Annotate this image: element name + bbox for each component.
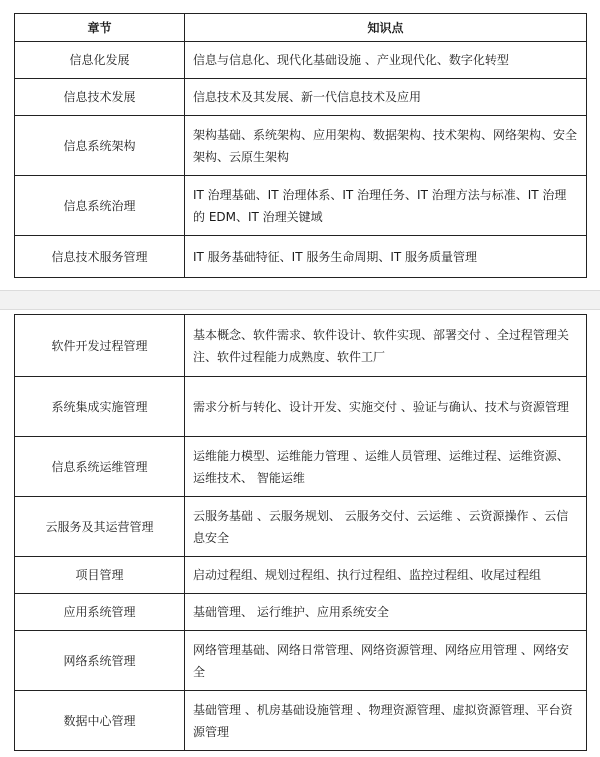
knowledge-cell: 启动过程组、规划过程组、执行过程组、监控过程组、收尾过程组 (185, 557, 587, 594)
knowledge-table-1 (14, 13, 587, 278)
table-row (15, 79, 587, 116)
page-break (0, 290, 600, 310)
knowledge-cell: 信息技术及其发展、新一代信息技术及应用 (185, 79, 587, 116)
table-row (15, 315, 587, 377)
knowledge-cell: 需求分析与转化、设计开发、实施交付 、验证与确认、技术与资源管理 (185, 377, 587, 437)
chapter-cell: 信息系统治理 (15, 176, 185, 236)
knowledge-cell: IT 服务基础特征、IT 服务生命周期、IT 服务质量管理 (185, 236, 587, 278)
knowledge-cell: 运维能力模型、运维能力管理 、运维人员管理、运维过程、运维资源、运维技术、 智能运维 (185, 437, 587, 497)
header-chapter: 章节 (15, 14, 185, 42)
chapter-cell: 信息系统运维管理 (15, 437, 185, 497)
chapter-cell: 系统集成实施管理 (15, 377, 185, 437)
knowledge-cell: 基础管理 、机房基础设施管理 、物理资源管理、虚拟资源管理、平台资源管理 (185, 691, 587, 751)
knowledge-cell: IT 治理基础、IT 治理体系、IT 治理任务、IT 治理方法与标准、IT 治理的 EDM、IT 治理关键域 (185, 176, 587, 236)
knowledge-table-2 (14, 314, 587, 751)
table-row (15, 557, 587, 594)
header-knowledge: 知识点 (185, 14, 587, 42)
chapter-cell: 信息系统架构 (15, 116, 185, 176)
table-row (15, 176, 587, 236)
table-row (15, 116, 587, 176)
table-row (15, 42, 587, 79)
table-row (15, 497, 587, 557)
knowledge-cell: 基本概念、软件需求、软件设计、软件实现、部署交付 、全过程管理关注、软件过程能力成熟度、软件工厂 (185, 315, 587, 377)
chapter-cell: 应用系统管理 (15, 594, 185, 631)
knowledge-cell: 基础管理、 运行维护、应用系统安全 (185, 594, 587, 631)
chapter-cell: 软件开发过程管理 (15, 315, 185, 377)
chapter-cell: 项目管理 (15, 557, 185, 594)
chapter-cell: 云服务及其运营管理 (15, 497, 185, 557)
knowledge-cell: 云服务基础 、云服务规划、 云服务交付、云运维 、云资源操作 、云信息安全 (185, 497, 587, 557)
table-row (15, 691, 587, 751)
table-row (15, 631, 587, 691)
knowledge-cell: 架构基础、系统架构、应用架构、数据架构、技术架构、网络架构、安全架构、云原生架构 (185, 116, 587, 176)
chapter-cell: 信息化发展 (15, 42, 185, 79)
table-header-row (15, 14, 587, 42)
table-row (15, 236, 587, 278)
chapter-cell: 网络系统管理 (15, 631, 185, 691)
table-row (15, 594, 587, 631)
table-row (15, 377, 587, 437)
chapter-cell: 信息技术服务管理 (15, 236, 185, 278)
knowledge-cell: 网络管理基础、网络日常管理、网络资源管理、网络应用管理 、网络安全 (185, 631, 587, 691)
knowledge-cell: 信息与信息化、现代化基础设施 、产业现代化、数字化转型 (185, 42, 587, 79)
table-row (15, 437, 587, 497)
chapter-cell: 数据中心管理 (15, 691, 185, 751)
chapter-cell: 信息技术发展 (15, 79, 185, 116)
